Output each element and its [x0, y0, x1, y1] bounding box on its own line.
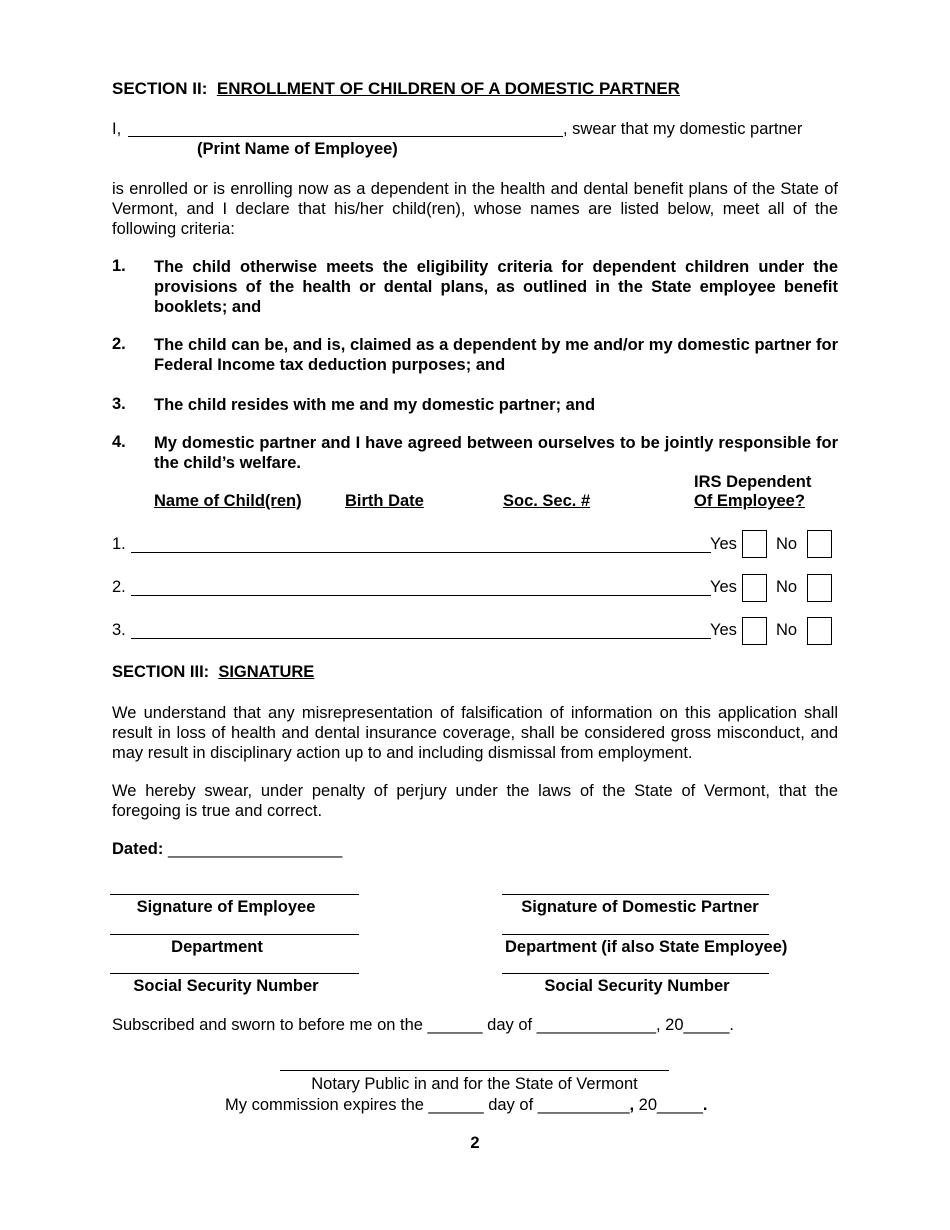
subscribed-sworn-line: Subscribed and sworn to before me on the ______ day of _____________, 20_____. — [112, 1016, 734, 1034]
employee-ssn-line[interactable] — [110, 973, 359, 974]
dated-field[interactable]: ___________________ — [167, 840, 343, 858]
col-header-ssn: Soc. Sec. # — [503, 492, 591, 510]
print-name-label: (Print Name of Employee) — [197, 140, 398, 158]
col-header-irs-line2: Of Employee? — [694, 492, 805, 510]
section-iii-heading — [112, 663, 314, 682]
criteria-item: The child resides with me and my domestic partner; and — [154, 396, 596, 414]
section-ii-heading — [112, 79, 680, 99]
commission-comma: , — [629, 1096, 635, 1114]
employee-ssn-label: Social Security Number — [133, 977, 319, 995]
partner-signature-line[interactable] — [502, 894, 769, 895]
no-label: No — [776, 578, 798, 596]
col-header-birth-date: Birth Date — [345, 492, 424, 510]
perjury-paragraph: We hereby swear, under penalty of perjury under the laws of the State of Vermont, that the foregoing is true and correct. — [112, 782, 838, 820]
yes-label: Yes — [710, 535, 737, 553]
employee-department-label: Department — [171, 938, 263, 956]
swear-prefix: I, — [112, 120, 122, 138]
child-row-field[interactable] — [131, 552, 711, 553]
commission-text: My commission expires the ______ day of __________ — [225, 1096, 630, 1114]
partner-department-line[interactable] — [502, 934, 769, 935]
criteria-number: 2. — [112, 335, 126, 353]
child-row-number: 1. — [112, 535, 126, 553]
irs-no-checkbox[interactable] — [807, 530, 832, 558]
irs-no-checkbox[interactable] — [807, 574, 832, 602]
misrepresentation-paragraph: We understand that any misrepresentation of falsification of information on this application shall result in loss of health and dental insurance coverage, shall be considered gross misconduct, and may result in disciplinary action up to and including dismissal from employment. — [112, 704, 838, 762]
partner-ssn-line[interactable] — [502, 973, 769, 974]
child-row-number: 3. — [112, 621, 126, 639]
partner-signature-label: Signature of Domestic Partner — [521, 898, 759, 916]
section-iii-prefix: SECTION III: — [112, 663, 210, 681]
partner-ssn-label: Social Security Number — [544, 977, 730, 995]
employee-department-line[interactable] — [110, 934, 359, 935]
page-number: 2 — [470, 1134, 480, 1152]
criteria-number: 4. — [112, 433, 126, 451]
notary-label: Notary Public in and for the State of Vermont — [311, 1075, 638, 1093]
child-row-field[interactable] — [131, 595, 711, 596]
yes-label: Yes — [710, 578, 737, 596]
col-header-irs-line1: IRS Dependent — [694, 473, 812, 491]
criteria-number: 3. — [112, 395, 126, 413]
criteria-item: The child can be, and is, claimed as a dependent by me and/or my domestic partner for Federal Income tax deduction purposes; and — [154, 336, 838, 374]
col-header-name: Name of Child(ren) — [154, 492, 302, 510]
section-ii-prefix: SECTION II: — [112, 79, 208, 98]
no-label: No — [776, 621, 798, 639]
yes-label: Yes — [710, 621, 737, 639]
dated-label: Dated: — [112, 840, 164, 858]
child-row-number: 2. — [112, 578, 126, 596]
commission-period: . — [702, 1096, 708, 1114]
commission-year: 20_____ — [634, 1096, 703, 1114]
section-ii-title: ENROLLMENT OF CHILDREN OF A DOMESTIC PARTNER — [216, 79, 680, 98]
no-label: No — [776, 535, 798, 553]
irs-yes-checkbox[interactable] — [742, 574, 767, 602]
commission-expires-line — [225, 1096, 708, 1115]
criteria-number: 1. — [112, 257, 126, 275]
section-iii-title: SIGNATURE — [218, 663, 315, 681]
irs-yes-checkbox[interactable] — [742, 530, 767, 558]
swear-suffix: , swear that my domestic partner — [563, 120, 803, 138]
notary-signature-line[interactable] — [280, 1070, 669, 1071]
partner-department-label: Department (if also State Employee) — [505, 938, 788, 956]
employee-name-field[interactable] — [128, 136, 563, 137]
irs-yes-checkbox[interactable] — [742, 617, 767, 645]
intro-paragraph: is enrolled or is enrolling now as a dependent in the health and dental benefit plans of the State of Vermont, and I declare that his/her child(ren), whose names are listed below, meet all of the following criteria: — [112, 180, 838, 238]
child-row-field[interactable] — [131, 638, 711, 639]
irs-no-checkbox[interactable] — [807, 617, 832, 645]
employee-signature-line[interactable] — [110, 894, 359, 895]
dated-line — [112, 840, 342, 859]
employee-signature-label: Signature of Employee — [136, 898, 316, 916]
criteria-item: The child otherwise meets the eligibility criteria for dependent children under the provisions of the health or dental plans, as outlined in the State employee benefit booklets; and — [154, 258, 838, 316]
criteria-item: My domestic partner and I have agreed between ourselves to be jointly responsible for the child’s welfare. — [154, 434, 838, 472]
